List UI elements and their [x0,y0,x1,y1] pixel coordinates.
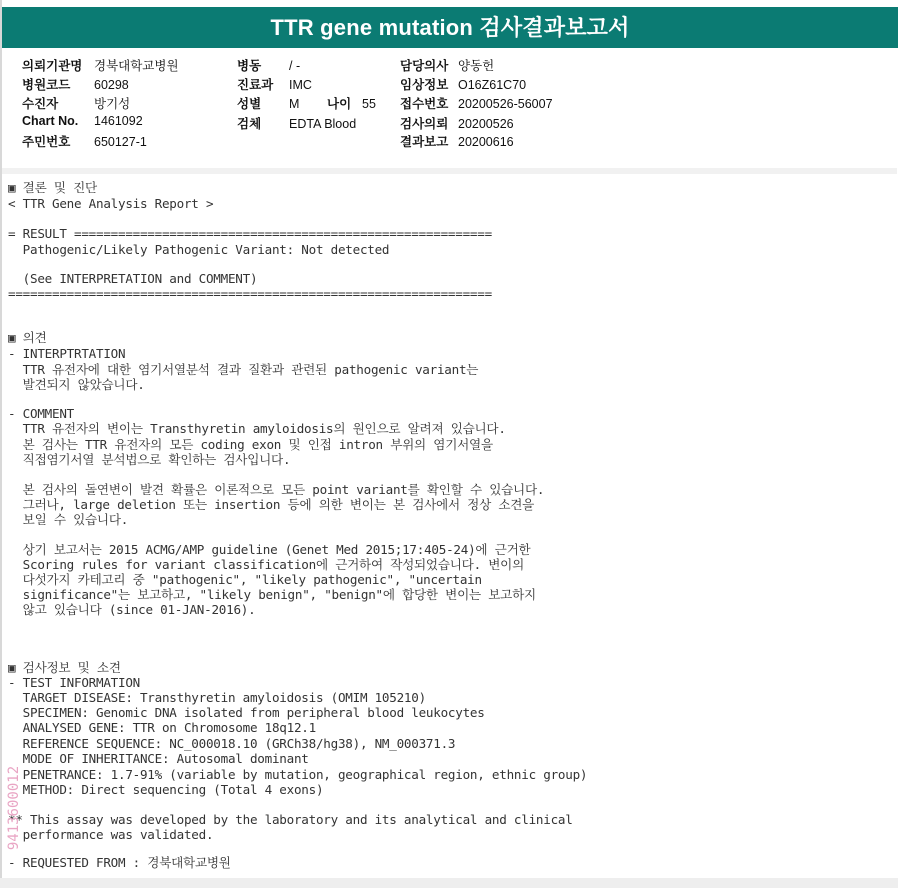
comment-text: Scoring rules for variant classification에 근거하여 작성되었습니다. 변이의 [8,557,525,572]
info-row-accession-no: 접수번호 20200526-56007 [400,97,553,111]
assay-note: performance was validated. [8,827,214,842]
comment-text: 보일 수 있습니다. [8,512,129,527]
info-row-sex: 성별 M [237,97,300,111]
info-divider [2,168,897,174]
comment-text: TTR 유전자의 변이는 Transthyretin amyloidosis의 원인으로 알려져 있습니다. [8,421,506,436]
info-row-request-date: 검사의뢰 20200526 [400,117,514,131]
comment-text: 직접염기서열 분석법으로 확인하는 검사입니다. [8,452,291,467]
info-row-report-date: 결과보고 20200616 [400,135,514,149]
comment-label: - COMMENT [8,406,74,421]
section-heading-conclusion: ▣ 결론 및 진단 [8,180,97,195]
section-heading-test-info: ▣ 검사정보 및 소견 [8,660,121,675]
test-info-inheritance: MODE OF INHERITANCE: Autosomal dominant [8,751,309,766]
comment-text: 본 검사의 돌연변이 발견 확률은 이론적으로 모든 point variant를 확인할 수 있습니다. [8,482,545,497]
info-row-chart-no: Chart No. 1461092 [22,114,143,128]
result-see-note: (See INTERPRETATION and COMMENT) [8,271,258,286]
test-info-specimen: SPECIMEN: Genomic DNA isolated from peripheral blood leukocytes [8,705,485,720]
report-subtitle: < TTR Gene Analysis Report > [8,196,214,211]
test-info-method: METHOD: Direct sequencing (Total 4 exons) [8,782,324,797]
section-heading-opinion: ▣ 의견 [8,330,47,345]
requested-from: - REQUESTED FROM : 경북대학교병원 [8,855,231,870]
test-info-analysed-gene: ANALYSED GENE: TTR on Chromosome 18q12.1 [8,720,316,735]
info-row-department: 진료과 IMC [237,78,312,92]
info-row-age: 나이 55 [327,97,376,111]
interpretation-text: 발견되지 않았습니다. [8,377,145,392]
test-info-penetrance: PENETRANCE: 1.7-91% (variable by mutation, geographical region, ethnic group) [8,767,588,782]
test-info-reference-sequence: REFERENCE SEQUENCE: NC_000018.10 (GRCh38/hg38), NM_000371.3 [8,736,456,751]
info-row-institution: 의뢰기관명 경북대학교병원 [22,59,179,73]
report-title: TTR gene mutation 검사결과보고서 [2,7,898,48]
test-info-target-disease: TARGET DISEASE: Transthyretin amyloidosis (OMIM 105210) [8,690,426,705]
result-value: Pathogenic/Likely Pathogenic Variant: Not detected [8,242,390,257]
info-row-patient-name: 수진자 방기성 [22,97,131,111]
assay-note: ** This assay was developed by the laboratory and its analytical and clinical [8,812,573,827]
comment-text: 다섯가지 카테고리 중 "pathogenic", "likely pathogenic", "uncertain [8,572,482,587]
result-divider: ================================================================== [8,286,492,301]
interpretation-label: - INTERPTRTATION [8,346,126,361]
info-row-specimen: 검체 EDTA Blood [237,117,357,131]
info-row-ward: 병동 / - [237,59,301,73]
interpretation-text: TTR 유전자에 대한 염기서열분석 결과 질환과 관련된 pathogenic variant는 [8,362,479,377]
result-header: = RESULT ========================================================= [8,226,492,241]
comment-text: 않고 있습니다 (since 01-JAN-2016). [8,602,256,617]
bottom-border [0,878,898,888]
info-row-clinical-info: 임상정보 O16Z61C70 [400,78,527,92]
margin-stamp: 9413600012 [6,765,22,851]
comment-text: 상기 보고서는 2015 ACMG/AMP guideline (Genet Med 2015;17:405-24)에 근거한 [8,542,531,557]
info-row-hospital-code: 병원코드 60298 [22,78,129,92]
comment-text: significance"는 보고하고, "likely benign", "benign"에 합당한 변이는 보고하지 [8,587,536,602]
info-row-physician: 담당의사 양동헌 [400,59,495,73]
info-row-resident-no: 주민번호 650127-1 [22,135,147,149]
test-info-label: - TEST INFORMATION [8,675,140,690]
comment-text: 본 검사는 TTR 유전자의 모든 coding exon 및 인접 intron 부위의 염기서열을 [8,437,493,452]
comment-text: 그러나, large deletion 또는 insertion 등에 의한 변이는 본 검사에서 정상 소견을 [8,497,535,512]
patient-info-panel [2,50,897,169]
